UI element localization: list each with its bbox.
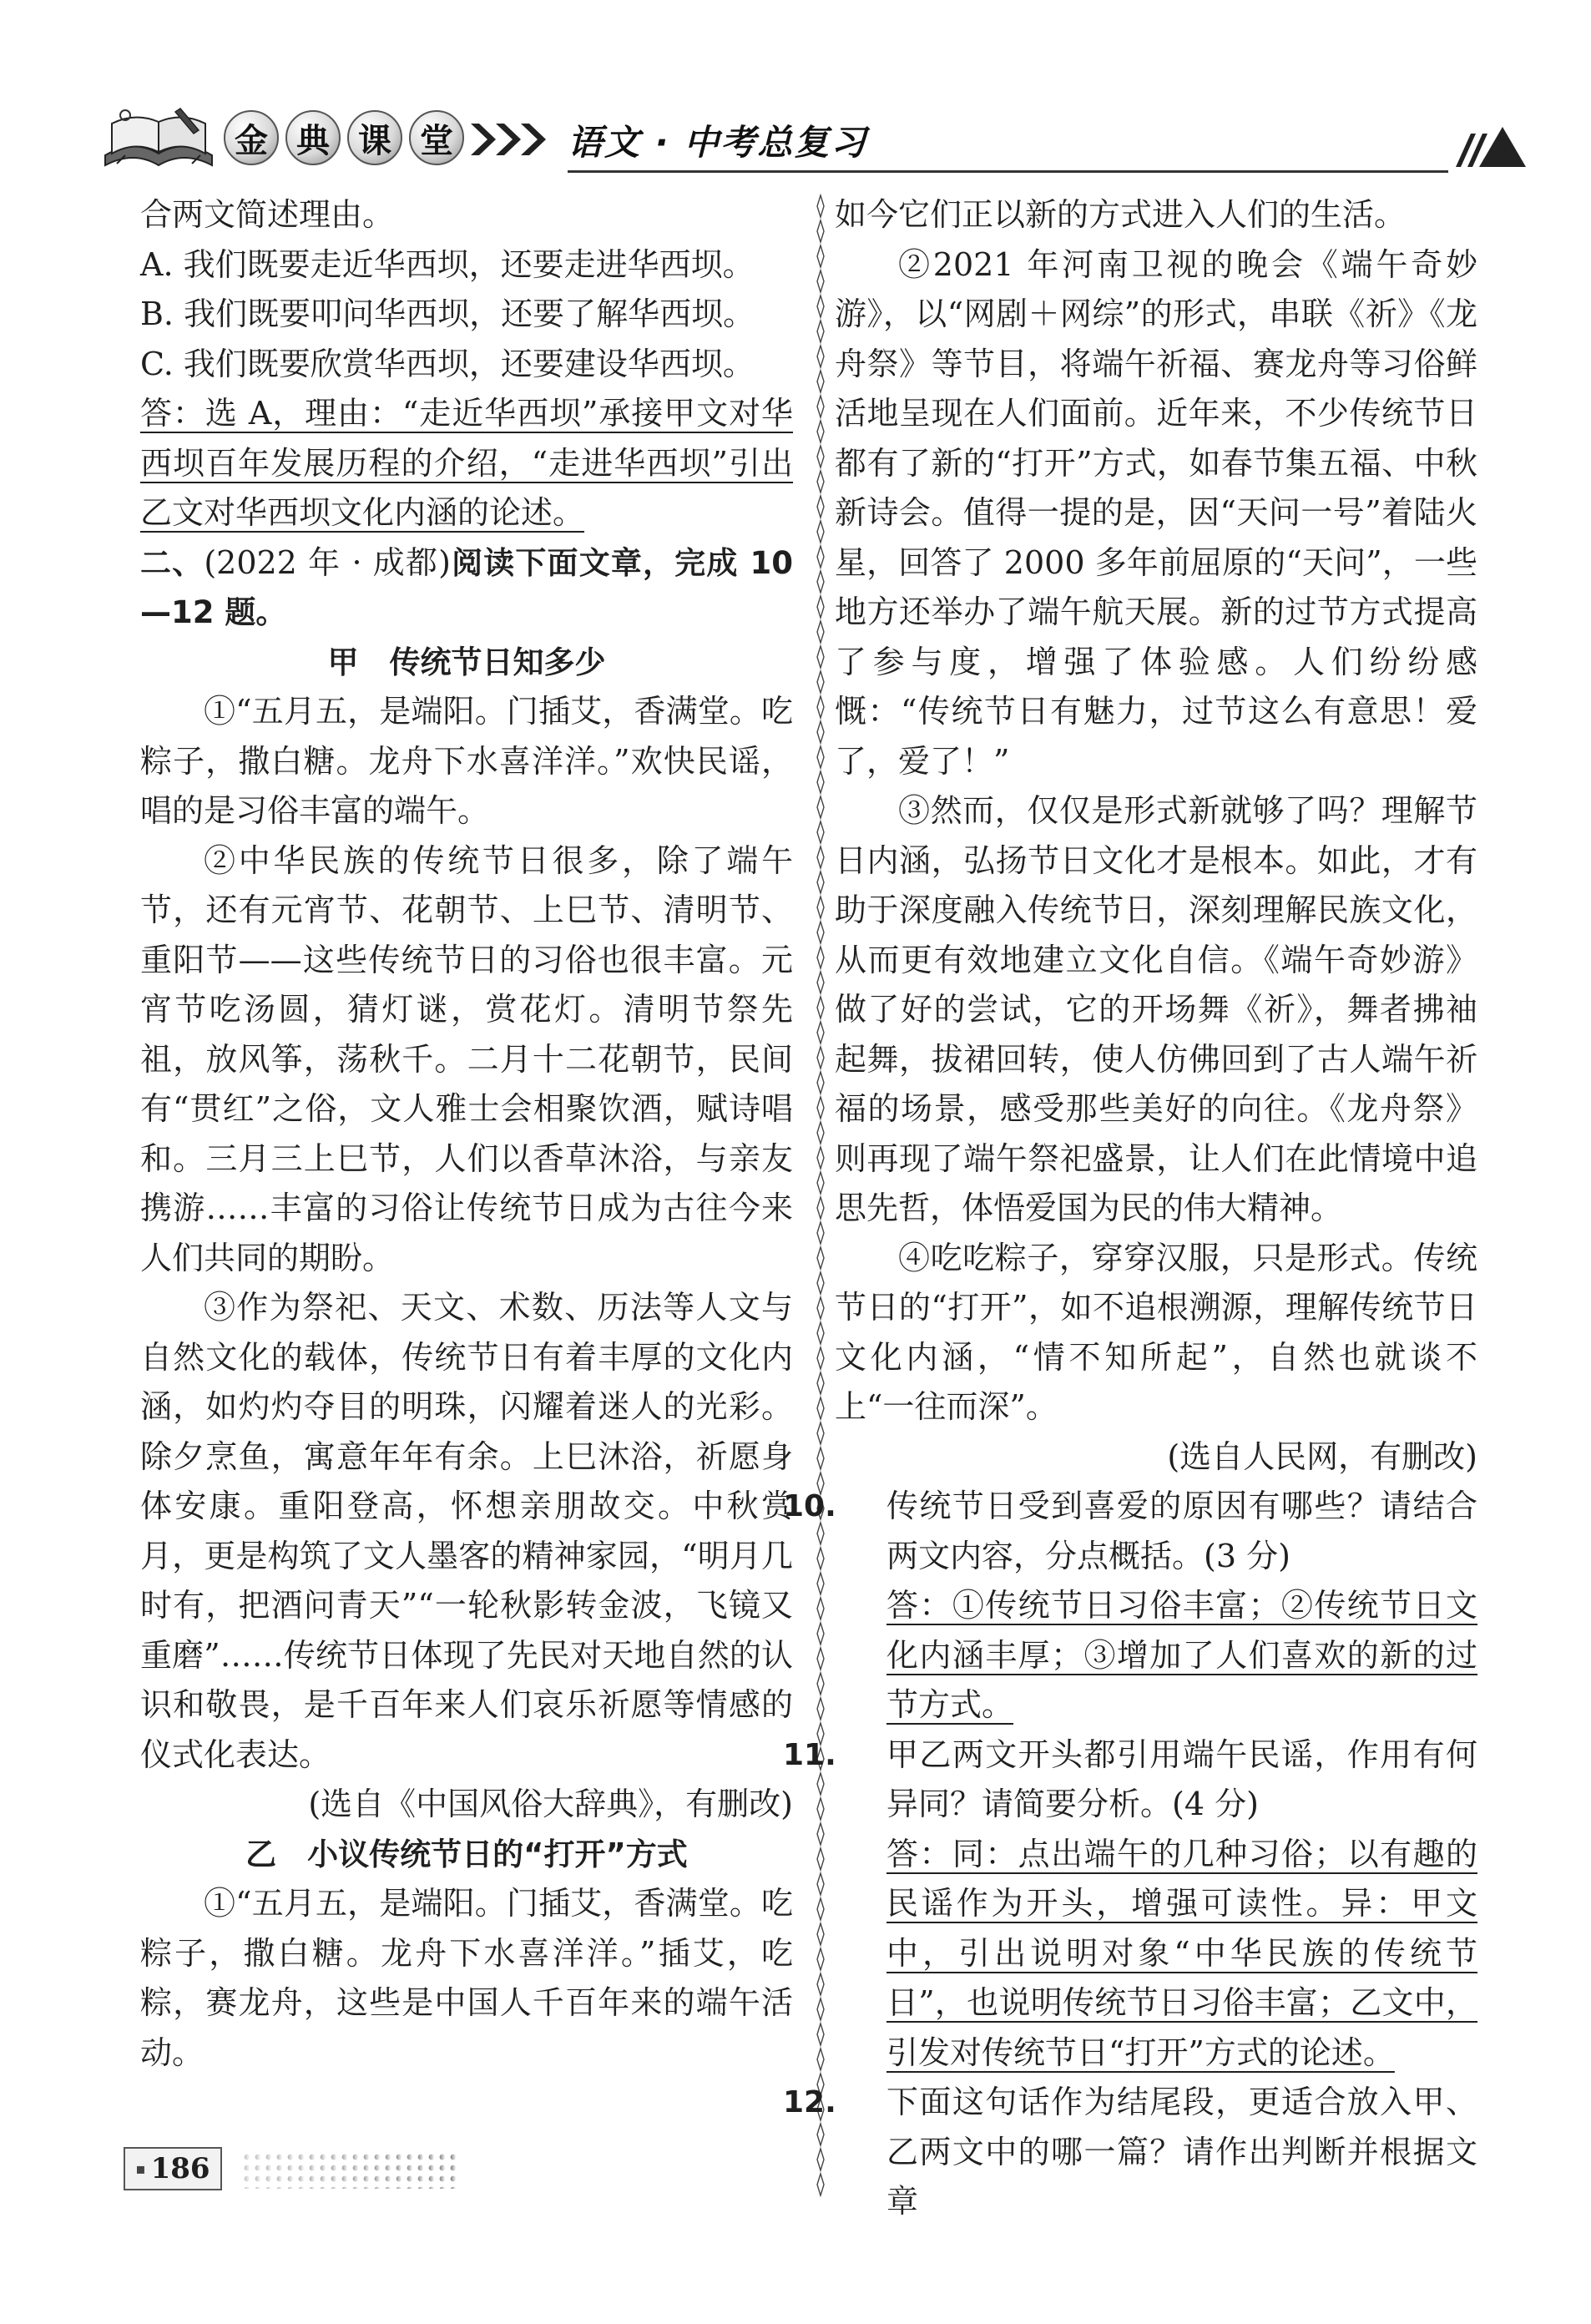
page-number-text: 186 [150,2152,210,2185]
answer-text: 答：①传统节日习俗丰富；②传统节日文化内涵丰厚；③增加了人们喜欢的新的过节方式。 [886,1587,1477,1723]
question-11 [783,1730,1477,2079]
jia-source: (选自《中国风俗大辞典》，有删改) [308,1786,793,1822]
question-text: 甲乙两文开头都引用端午民谣，作用有何异同？请简要分析。(4 分) [886,1735,1477,1822]
brand-char: 金 [224,110,279,165]
chevron-right-icon [467,119,551,160]
question-number: 10. [783,1489,836,1523]
subject-title: 语文 · 中考总复习 [568,122,868,163]
brand-char: 典 [285,110,341,165]
section-instruction: 阅读下面文章，完成 10—12 题。 [140,544,793,630]
left-column [140,190,793,2078]
bullet-icon: ▪ [135,2160,146,2178]
jia-paragraph-3: ③作为祭祀、天文、术数、历法等人文与自然文化的载体，传统节日有着丰厚的文化内涵，如灼灼夺目的明珠，闪耀着迷人的光彩。除夕烹鱼，寓意年年有余。上巳沐浴，祈愿身体安康。重阳登高，怀想亲朋故交。中秋赏月，更是构筑了文人墨客的精神家园，“明月几时有，把酒问青天”“一轮秋影转金波，飞镜又重磨”……传统节日体现了先民对天地自然的认识和敬畏，是千百年来人们哀乐祈愿等情感的仪式化表达。 [140,1289,793,1773]
column-divider [814,194,827,2197]
question-answer [886,1830,1477,2079]
brand-logo [224,110,464,165]
question-10 [783,1482,1477,1730]
article-jia-title: 甲 传统节日知多少 [327,644,606,680]
brand-char: 堂 [409,110,464,165]
right-column [783,190,1477,2227]
question-text: 传统节日受到喜爱的原因有哪些？请结合两文内容，分点概括。(3 分) [886,1488,1477,1574]
option-a [140,240,793,290]
question-answer [886,1581,1477,1730]
yi-paragraph-3: ③然而，仅仅是形式新就够了吗？理解节日内涵，弘扬节日文化才是根本。如此，才有助于深度融入传统节日，深刻理解民族文化，从而更有效地建立文化自信。《端午奇妙游》做了好的尝试，它的开场舞《祈》，舞者拂袖起舞，拔裙回转，使人仿佛回到了古人端午祈福的场景，感受那些美好的向往。《龙舟祭》则再现了端午祭祀盛景，让人们在此情境中追思先哲，体悟爱国为民的伟大精神。 [835,792,1477,1226]
question-number: 12. [783,2085,836,2119]
jia-paragraph-1: ①“五月五，是端阳。门插艾，香满堂。吃粽子，撒白糖。龙舟下水喜洋洋。”欢快民谣，唱的是习俗丰富的端午。 [140,693,793,829]
page-number [124,2147,222,2190]
section-intro [140,538,793,638]
prev-answer [140,389,793,538]
question-number: 11. [783,1737,836,1772]
option-b-text: B. 我们既要叩问华西坝，还要了解华西坝。 [140,296,755,332]
page-header [100,99,1486,182]
question-12 [783,2078,1477,2227]
open-book-icon [100,105,217,175]
article-yi-title: 乙 小议传统节日的“打开”方式 [245,1836,688,1872]
option-c-text: C. 我们既要欣赏华西坝，还要建设华西坝。 [140,345,755,382]
question-text: 下面这句话作为结尾段，更适合放入甲、乙两文中的哪一篇？请作出判断并根据文章 [886,2084,1477,2220]
corner-mark-icon [1452,120,1528,175]
dot-pattern-decoration [242,2152,459,2189]
jia-paragraph-2: ②中华民族的传统节日很多，除了端午节，还有元宵节、花朝节、上巳节、清明节、重阳节——这些传统节日的习俗也很丰富。元宵节吃汤圆，猜灯谜，赏花灯。清明节祭先祖，放风筝，荡秋千。二月十二花朝节，民间有“贯红”之俗，文人雅士会相聚饮酒，赋诗唱和。三月三上巳节，人们以香草沐浴，与亲友携游……丰富的习俗让传统节日成为古往今来人们共同的期盼。 [140,841,793,1276]
prev-question-tail: 合两文简述理由。 [140,196,395,233]
option-a-text: A. 我们既要走近华西坝，还要走进华西坝。 [140,245,755,283]
header-rule [568,170,1448,173]
brand-char: 课 [347,110,402,165]
answer-text: 答：选 A，理由：“走近华西坝”承接甲文对华西坝百年发展历程的介绍，“走进华西坝”引出乙文对华西坝文化内涵的论述。 [140,395,793,531]
section-number: 二、 [140,544,205,581]
yi-paragraph-1-tail: 如今它们正以新的方式进入人们的生活。 [835,196,1407,233]
yi-paragraph-4: ④吃吃粽子，穿穿汉服，只是形式。传统节日的“打开”，如不追根溯源，理解传统节日文化内涵，“情不知所起”，自然也就谈不上“一往而深”。 [835,1239,1477,1425]
yi-paragraph-2: ②2021 年河南卫视的晚会《端午奇妙游》，以“网剧＋网综”的形式，串联《祈》《龙舟祭》等节目，将端午祈福、赛龙舟等习俗鲜活地呈现在人们面前。近年来，不少传统节日都有了新的“打开”方式，如春节集五福、中秋新诗会。值得一提的是，因“天问一号”着陆火星，回答了 2000 多年前屈原的“天问”，一些地方还举办了端午航天展。新的过节方式提高了参与度，增强了体验感。人们纷纷感慨：“传统节日有魅力，过节这么有意思！爱了，爱了！” [835,245,1477,780]
option-c [140,340,793,390]
section-source: (2022 年 · 成都) [204,543,451,581]
option-b [140,290,793,340]
yi-paragraph-1: ①“五月五，是端阳。门插艾，香满堂。吃粽子，撒白糖。龙舟下水喜洋洋。”插艾，吃粽，赛龙舟，这些是中国人千百年来的端午活动。 [140,1885,793,2071]
answer-text: 答：同：点出端午的几种习俗；以有趣的民谣作为开头，增强可读性。异：甲文中，引出说明对象“中华民族的传统节日”，也说明传统节日习俗丰富；乙文中，引发对传统节日“打开”方式的论述。 [886,1835,1477,2071]
yi-source: (选自人民网，有删改) [1167,1437,1477,1475]
